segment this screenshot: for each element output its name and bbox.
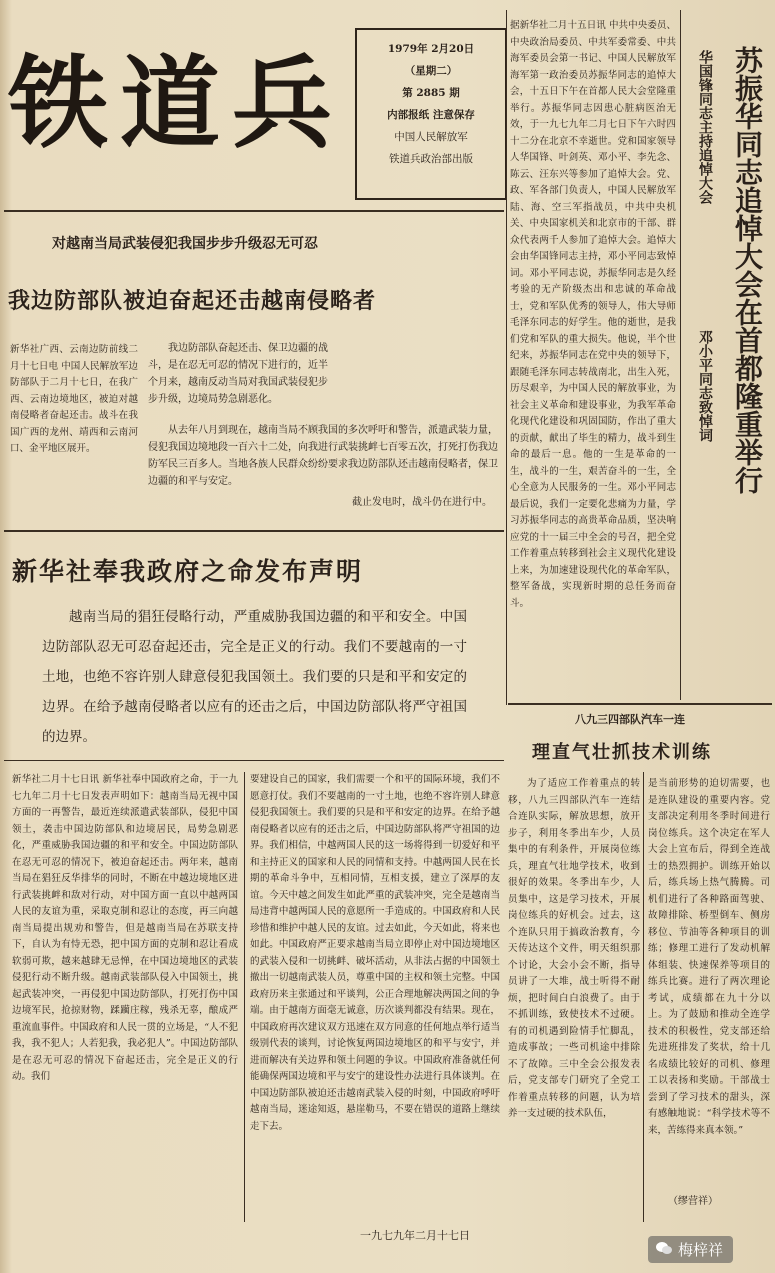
issue-notice: 内部报纸 注意保存 bbox=[387, 109, 475, 121]
publisher-line-2: 铁道兵政治部出版 bbox=[389, 153, 473, 165]
tech-headline: 理直气壮抓技术训练 bbox=[532, 742, 712, 763]
issue-number: 第 2885 期 bbox=[402, 87, 460, 99]
lead-body-3: 截止发电时，战斗仍在进行中。 bbox=[352, 497, 492, 508]
statement-col-2: 要建设自己的国家，我们需要一个和平的国际环境，我们不愿意打仗。我们不要越南的一寸土地，也绝不容许别人肆意侵犯我国领土。我们要的只是和平和安定的边界。在给予越南侵略者以应有的还击之后，中国边防部队将严守祖国的边界。我们相信，中越两国人民的这一场将得到一切爱好和平和主持正义的国家和人民的同情和支持。中越两国人民在长期的革命斗争中，互相同情，互相支援，建立了深厚的友谊。今天中越之间发生如此严重的武装冲突，完全是越南当局违背中越两国人民的意愿所一手造成的。中国政府和人民珍惜和维护中越人民的友谊。过去如此，今天如此，将来也如此。中国政府严正要求越南当局立即停止对中国边境地区的武装入侵和一切挑衅、破坏活动，从非法占据的中国领土撤出一切越南武装人员，尊重中国的主权和领土完整。中国政府历来主张通过和平谈判，公正合理地解决两国之间的争端。由于越南方面毫无诚意，历次谈判都没有结果。现在，中国政府再次建议双方迅速在双方同意的任何地点举行适当级别代表的谈判，讨论恢复两国边境地区的和平与安宁，并进而解决有关边界和领土问题的争议。中国政府准备就任何能确保两国边境和平与安宁的建设性办法进行具体谈判。在中国边防部队被迫还击越南武装入侵的时刻，中国政府呼吁越南当局，迷途知返，悬崖勒马，不要在错误的道路上继续走下去。 bbox=[250, 774, 500, 1132]
publisher-line-1: 中国人民解放军 bbox=[394, 131, 468, 143]
statement-col-1: 新华社二月十七日讯 新华社奉中国政府之命，于一九七九年二月十七日发表声明如下：越南当局无视中国方面的一再警告，最近连续派遣武装部队，侵犯中国领土，袭击中国边防部队和边境居民，局势急剧恶化，严重威胁我国边疆的和平和安全。中国边防部队在忍无可忍的情况下，被迫奋起还击。两年来，越南当局在猖狂反华排华的同时，不断在中越边境地区进行武装挑衅和敌对行动，对中国方面一直以中越两国人民的友谊为重，采取克制和忍让的态度，再三向越南当局提出规劝和警告，但是越南当局在苏联支持下，自认为有恃无恐，把中国方面的克制和忍让看成软弱可欺，越来越肆无忌惮，在中国边境地区的武装侵犯行动不断升级。越南武装部队侵入中国领土，挑起武装冲突，一再侵犯中国边防部队，打死打伤中国边境军民，抢掠财物，蹂躏庄稼，残杀无辜，酿成严重流血事件。中国政府和人民一贯的立场是，“人不犯我，我不犯人；人若犯我，我必犯人”。中国边防部队是在忍无可忍的情况下奋起还击，完全是正义的行动。我们 bbox=[12, 774, 238, 1082]
divider-vertical-memorial bbox=[680, 10, 681, 700]
lead-kicker: 对越南当局武装侵犯我国步步升级忍无可忍 bbox=[52, 236, 318, 252]
divider-vertical-right bbox=[506, 10, 507, 705]
tech-unit: 八九三四部队汽车一连 bbox=[575, 713, 685, 726]
statement-headline: 新华社奉我政府之命发布声明 bbox=[12, 557, 364, 586]
lead-dateline: 新华社广西、云南边防前线二月十七日电 中国人民解放军边防部队于二月十七日，在我广西、云南边境地区，被迫对越南侵略者奋起还击。战斗在我国广西的龙州、靖西和云南河口、金平地区展开。 bbox=[10, 344, 138, 454]
divider-tech-col bbox=[643, 772, 644, 1222]
divider-masthead-bottom bbox=[4, 210, 504, 212]
tech-col-2: 是当前形势的迫切需要，也是连队建设的重要内容。党支部决定利用冬季时间进行岗位练兵。这个决定在军人大会上宣布后，得到全连战士的热烈拥护。训练开始以后，练兵场上热气腾腾。司机们进行了各种路面驾驶、故障排除、桥型倒车、侧房移位、节油等各种项目的训练；修理工进行了发动机解体组装、快速保养等项目的练兵比赛。进行了两次理论考试，成绩都在九十分以上。为了鼓励和推动全连学技术的积极性，党支部还给先进班排发了奖状，给十几名成绩比较好的司机、修理工以表扬和奖励。干部战士尝到了学习技术的甜头，深有感触地说：“科学技术等不来，苦练得来真本领。” bbox=[648, 778, 770, 1136]
statement-signoff: 一九七九年二月十七日 bbox=[360, 1229, 470, 1242]
lead-headline: 我边防部队被迫奋起还击越南侵略者 bbox=[8, 288, 377, 314]
memorial-body: 据新华社二月十五日讯 中共中央委员、中央政治局委员、中共军委常委、中共海军委员会第一书记、中国人民解放军海军第一政治委员苏振华同志的追悼大会，十五日下午在首都人民大会堂隆重举行。苏振华同志因患心脏病医治无效，于一九七九年二月七日下午六时四十二分在北京不幸逝世。党和国家领导人华国锋、叶剑英、邓小平、李先念、陈云、汪东兴等参加了追悼大会。党、政、军各部门负责人，中国人民解放军陆、海、空三军指战员，中共中央机关、中央国家机关和北京市的干部、群众代表两千人参加了追悼大会。追悼大会由华国锋同志主持，邓小平同志致悼词。邓小平同志说，苏振华同志是久经考验的无产阶级杰出和忠诚的革命战士，党和军队优秀的领导人，伟大导师毛泽东同志的好学生。他的逝世，是我们党和军队的重大损失。他说，半个世纪来，苏振华同志在党中央的领导下，跟随毛泽东同志转战南北，出生入死，历尽艰辛，为中国人民的解放事业，为社会主义革命和建设事业，为我军革命化现代化建设和巩固国防，作出了重大的贡献，献出了毕生的精力，战斗到生命的最后一息。他的一生是革命的一生，战斗的一生，艰苦奋斗的一生，全心全意为人民服务的一生。邓小平同志最后说，我们一定要化悲痛为力量，学习苏振华同志的高贵革命品质，坚决响应党的十一届三中全会的号召，把全党工作着重点转移到社会主义现代化建设上来，为加速建设现代化的革命军队，整军备战，实现新时期的总任务而奋斗。 bbox=[510, 20, 676, 609]
masthead-title: 铁道兵 bbox=[8, 44, 344, 162]
memorial-subtitle-2: 邓小平同志致悼词 bbox=[697, 330, 713, 442]
divider-statement-bottom bbox=[4, 760, 504, 761]
divider-bottom-col bbox=[244, 772, 245, 1222]
memorial-subtitle-1: 华国锋同志主持追悼大会 bbox=[697, 50, 713, 204]
watermark bbox=[648, 1236, 733, 1263]
tech-byline: （缪营祥） bbox=[668, 1196, 718, 1207]
divider-lead-bottom bbox=[4, 530, 504, 532]
divider-memorial-bottom bbox=[508, 703, 772, 705]
lead-body-1: 我边防部队奋起还击、保卫边疆的战斗，是在忍无可忍的情况下进行的，近半个月来，越南反动当局对我国武装侵犯步步升级，边境局势急剧恶化。 bbox=[148, 343, 328, 405]
issue-info-box bbox=[355, 28, 507, 200]
issue-weekday: （星期二） bbox=[404, 65, 458, 77]
masthead bbox=[8, 18, 348, 208]
issue-date: 1979年 2月20日 bbox=[387, 43, 475, 55]
statement-summary: 越南当局的猖狂侵略行动，严重威胁我国边疆的和平和安全。中国边防部队忍无可忍奋起还击，完全是正义的行动。我们不要越南的一寸土地，也绝不容许别人肆意侵犯我国领土。我们要的只是和平和安定的边界。在给予越南侵略者以应有的还击之后，中国边防部队将严守祖国的边界。 bbox=[42, 609, 467, 745]
watermark-text: 梅梓祥 bbox=[678, 1241, 724, 1259]
lead-body-2: 从去年八月到现在，越南当局不顾我国的多次呼吁和警告，派遣武装力量，侵犯我国边境地段一百六十二处，向我进行武装挑衅七百零五次，打死打伤我边防军民三百多人。当地各族人民群众纷纷要求我边防部队还击越南侵略者，保卫边疆的和平与安定。 bbox=[148, 425, 498, 487]
memorial-title: 苏振华同志追悼大会在首都隆重举行 bbox=[731, 46, 764, 494]
chat-bubble-icon bbox=[656, 1241, 672, 1255]
tech-col-1: 为了适应工作着重点的转移，八九三四部队汽车一连结合连队实际，解放思想，放开步子，利用冬季出车少，人员集中的有利条件，开展岗位练兵，理直气壮地学技术，收到很好的效果。冬季出车少，人员集中，这是学习技术，开展岗位练兵的好机会。过去，这个连队只用于搞政治教育，今天传达这个文件，明天组织那个讨论，大会小会不断，指导员讲了一大堆，战士听得不耐烦，把时间白白浪费了。由于不抓训练，致使技术不过硬。有的司机遇到险情手忙脚乱，造成事故；一些司机途中排除不了故障。三中全会公报发表后，党支部专门研究了全党工作着重点转移的问题，认为培养一支过硬的技术队伍， bbox=[508, 778, 640, 1119]
